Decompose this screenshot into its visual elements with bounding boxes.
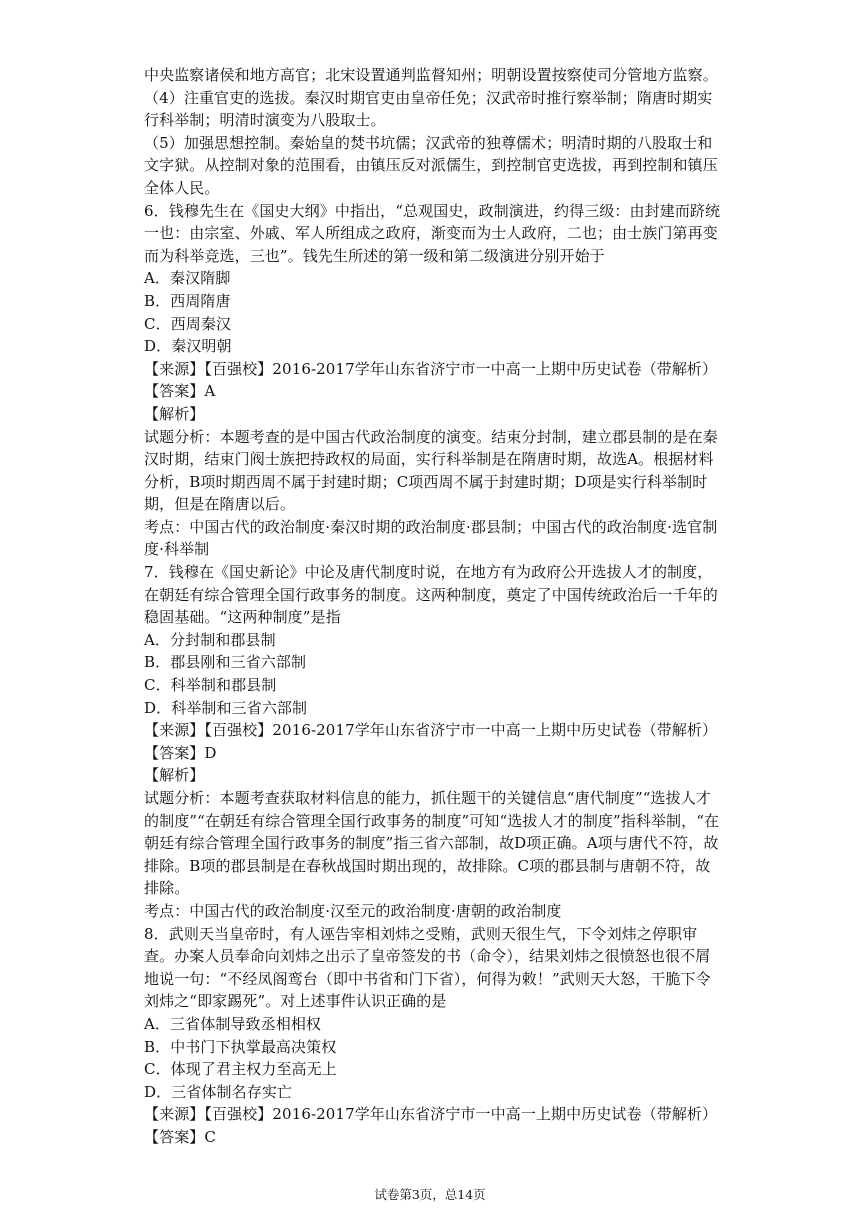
question-8-source: 【来源】【百强校】2016-2017学年山东省济宁市一中高一上期中历史试卷（带解析）	[144, 1105, 718, 1124]
question-6-answer: 【答案】A	[144, 382, 216, 401]
question-7-stem: 7．钱穆在《国史新论》中论及唐代制度时说，在地方有为政府公开选拔人才的制度，在朝廷有综合管理全国行政事务的制度。这两种制度，奠定了中国传统政治后一千年的稳固基础。“这两种制度”是指	[144, 563, 718, 627]
question-6-analysis-heading: 【解析】	[144, 404, 205, 423]
question-8-stem: 8．武则天当皇帝时，有人诬告宰相刘炜之受贿，武则天很生气，下令刘炜之停职审查。办案人员奉命向刘炜之出示了皇帝签发的书（命令），结果刘炜之很愤怒也很不屑地说一句：“不经凤阁鸾台（即中书省和门下省），何得为敕！”武则天大怒，干脆下令刘炜之“即家踢死”。对上述事件认识正确的是	[144, 924, 711, 1011]
page-content	[144, 64, 724, 1149]
question-6-option-b: B．西周隋唐	[144, 291, 231, 310]
question-8-option-c: C．体现了君主权力至高无上	[144, 1060, 337, 1079]
text-line: （5）加强思想控制。秦始皇的焚书坑儒；汉武帝的独尊儒术；明清时期的八股取士和文字狱。从控制对象的范围看，由镇压反对派儒生，到控制官吏选拔，再到控制和镇压全体人民。	[144, 133, 718, 197]
question-6-analysis: 试题分析：本题考查的是中国古代政治制度的演变。结束分封制，建立郡县制的是在秦汉时期，结束门阀士族把持政权的局面，实行科举制是在隋唐时期，故选A。根据材料分析，B项时期西周不属于封建时期；C项西周不属于封建时期；D项是实行科举制时期，但是在隋唐以后。	[144, 427, 718, 514]
question-7-analysis-heading: 【解析】	[144, 766, 205, 785]
question-6-stem: 6．钱穆先生在《国史大纲》中指出，“总观国史，政制演进，约得三级：由封建而跻统一也：由宗室、外戚、军人所组成之政府，渐变而为士人政府，二也；由士族门第再变而为科举竞选，三也”。钱先生所述的第一级和第二级演进分别开始于	[144, 201, 721, 265]
question-8-option-b: B．中书门下执掌最高决策权	[144, 1037, 337, 1056]
question-7-option-d: D．科举制和三省六部制	[144, 698, 308, 717]
page-footer: 试卷第3页，总14页	[374, 1187, 486, 1202]
question-6-option-c: C．西周秦汉	[144, 314, 232, 333]
question-7-key-points: 考点：中国古代的政治制度·汉至元的政治制度·唐朝的政治制度	[144, 901, 562, 920]
question-7-analysis: 试题分析：本题考查获取材料信息的能力，抓住题干的关键信息“唐代制度”“选拔人才的制度”“在朝廷有综合管理全国行政事务的制度”可知“选拔人才的制度”指科举制，“在朝廷有综合管理全国行政事务的制度”指三省六部制，故D项正确。A项与唐代不符，故排除。B项的郡县制是在春秋战国时期出现的，故排除。C项的郡县制与唐朝不符，故排除。	[144, 789, 720, 898]
question-7-option-c: C．科举制和郡县制	[144, 676, 277, 695]
question-7-answer: 【答案】D	[144, 743, 217, 762]
question-8-answer: 【答案】C	[144, 1127, 216, 1146]
question-8-option-a: A．三省体制导致丞相相权	[144, 1014, 322, 1033]
question-6-option-d: D．秦汉明朝	[144, 337, 232, 356]
question-6-option-a: A．秦汉隋脚	[144, 269, 231, 288]
text-line: 中央监察诸侯和地方高官；北宋设置通判监督知州；明朝设置按察使司分管地方监察。	[144, 66, 718, 84]
text-line: （4）注重官吏的选拔。秦汉时期官吏由皇帝任免；汉武帝时推行察举制；隋唐时期实行科举制；明清时演变为八股取士。	[144, 88, 713, 130]
question-8-option-d: D．三省体制名存实亡	[144, 1082, 293, 1101]
question-6-source: 【来源】【百强校】2016-2017学年山东省济宁市一中高一上期中历史试卷（带解析）	[144, 359, 718, 378]
question-6-key-points: 考点：中国古代的政治制度·秦汉时期的政治制度·郡县制；中国古代的政治制度·选官制度·科举制	[144, 517, 718, 559]
question-7-option-a: A．分封制和郡县制	[144, 630, 276, 649]
question-7-option-b: B．郡县刚和三省六部制	[144, 653, 307, 672]
question-7-source: 【来源】【百强校】2016-2017学年山东省济宁市一中高一上期中历史试卷（带解析）	[144, 721, 718, 740]
